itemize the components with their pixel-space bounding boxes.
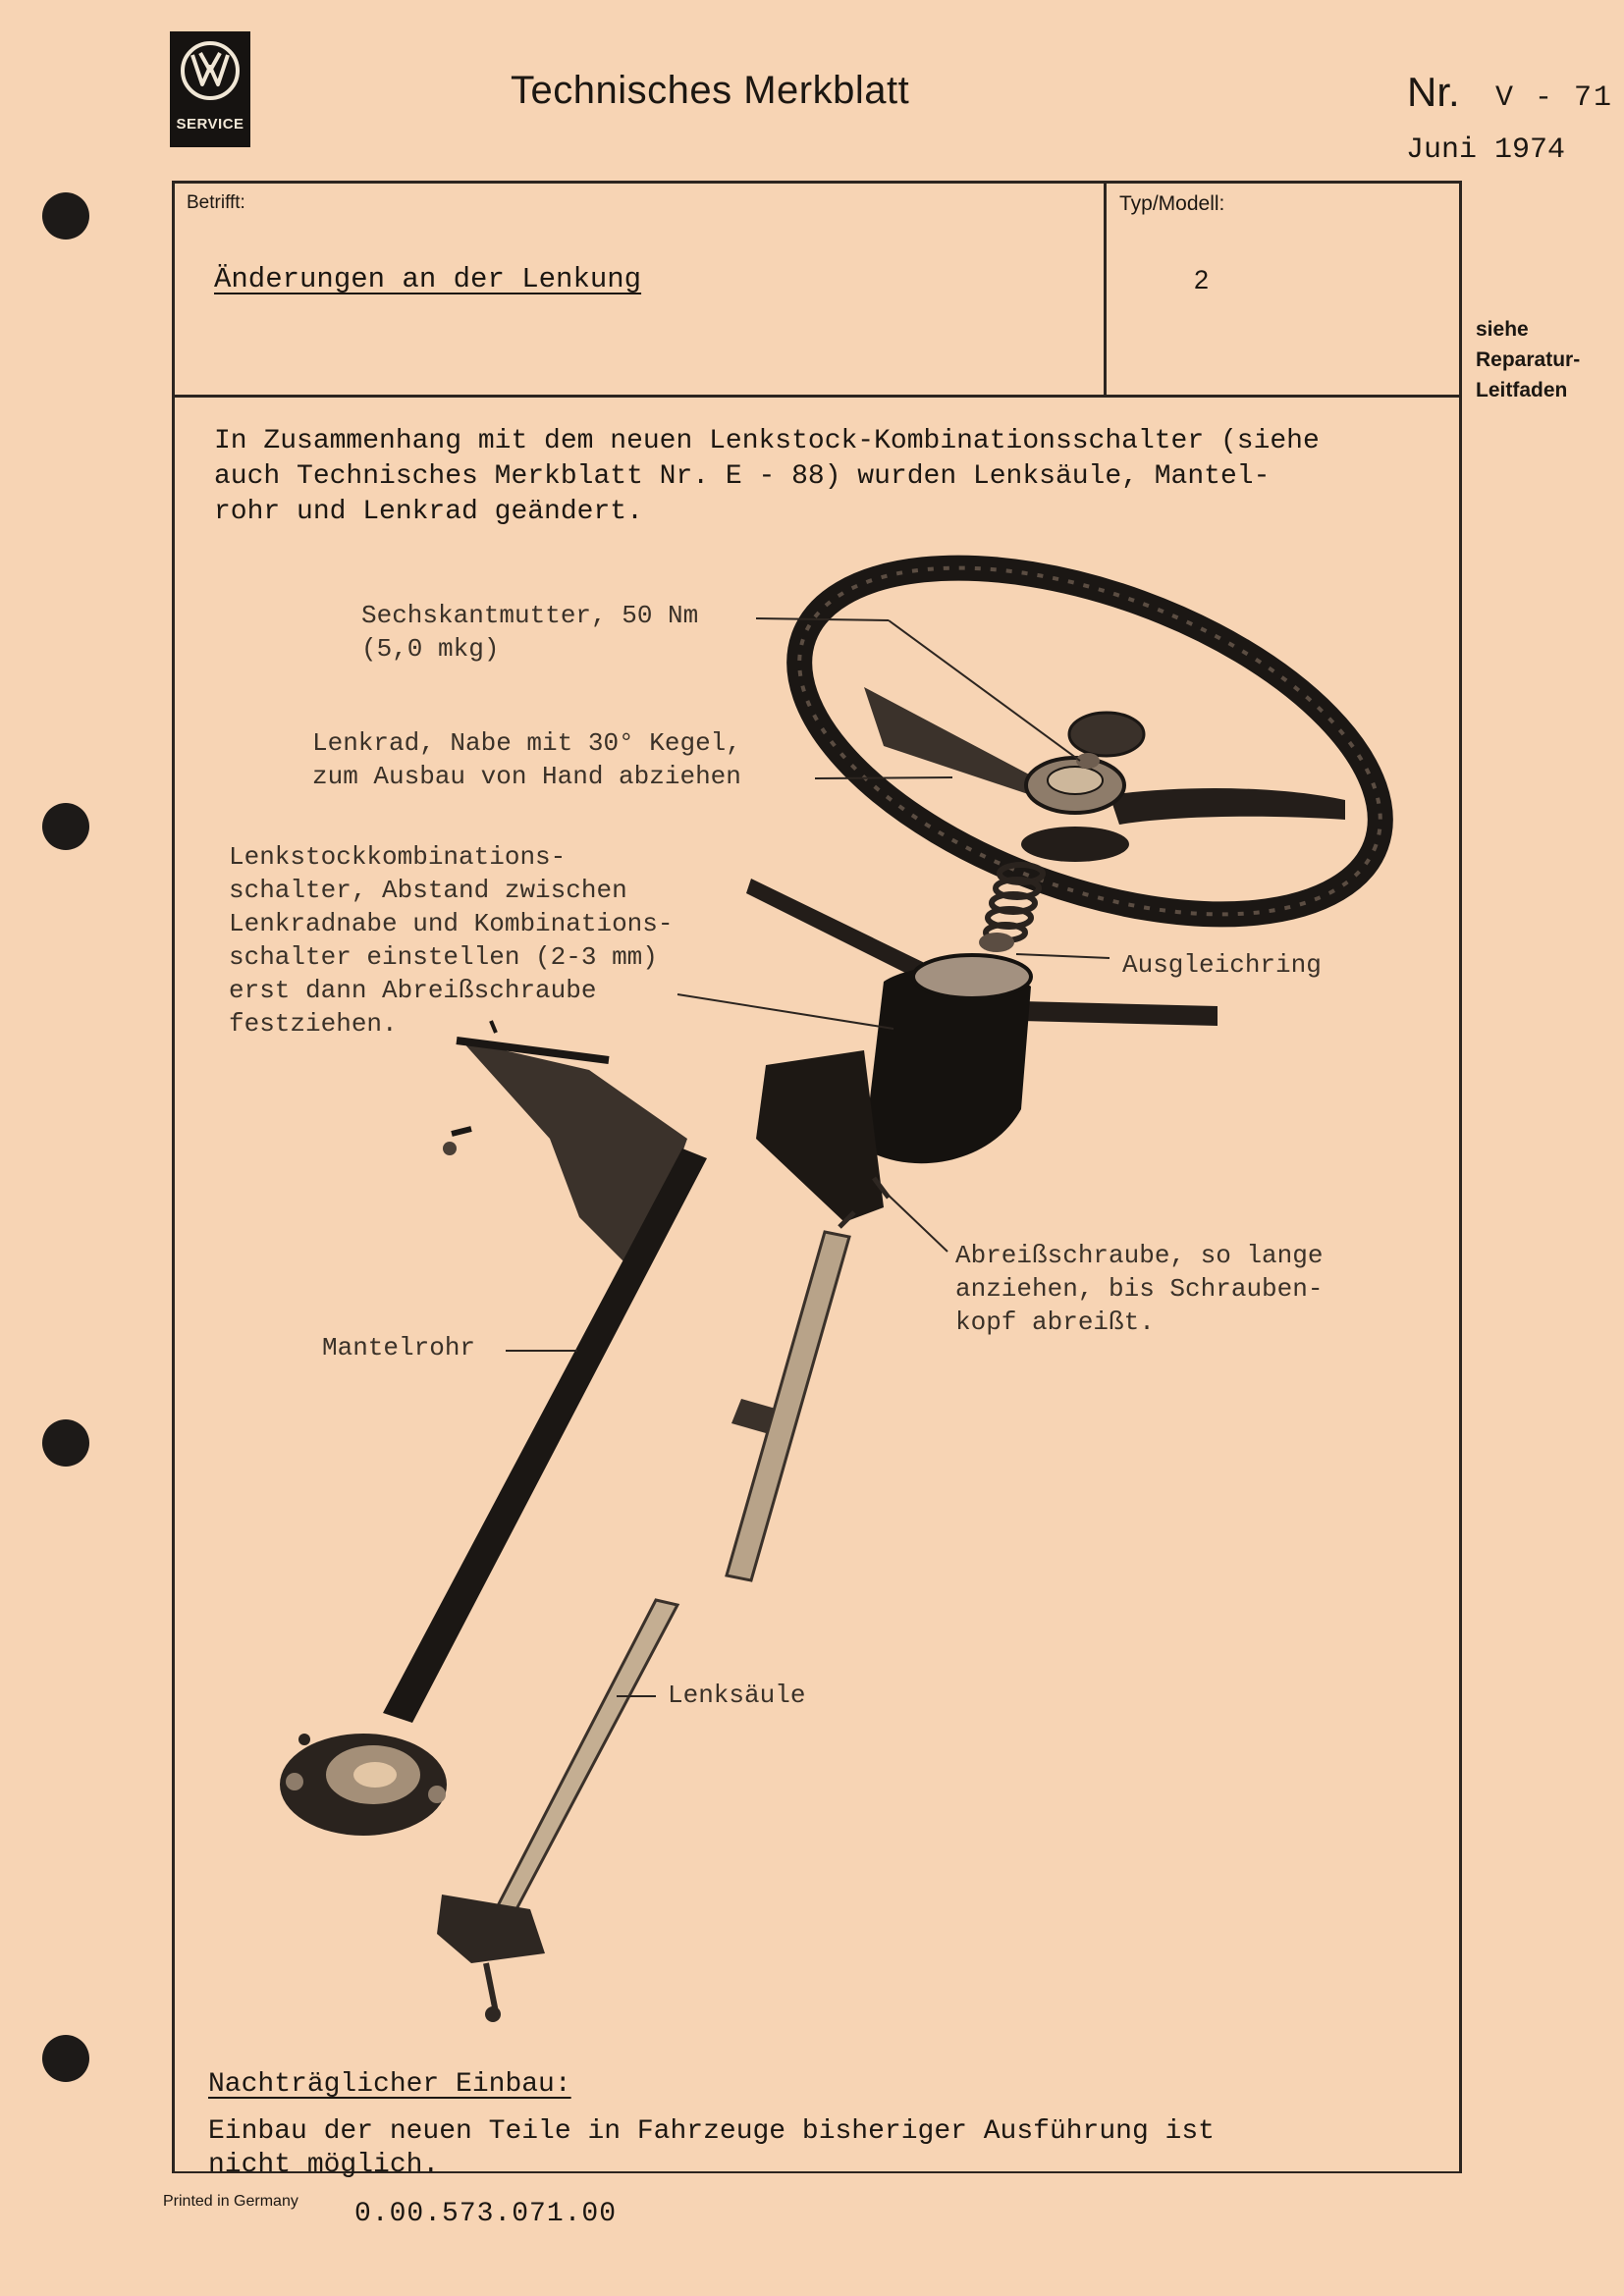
- steering-column-icon: [437, 1178, 889, 2022]
- intro-paragraph: In Zusammenhang mit dem neuen Lenkstock-Kombinationsschalter (siehe auch Technisches Merkblatt Nr. E - 88) wurden Lenksäule, Mantel- rohr und Lenkrad geändert.: [214, 426, 1320, 527]
- printed-in-note: Printed in Germany: [163, 2193, 298, 2210]
- label-combination-switch: Lenkstockkombinations- schalter, Abstand zwischen Lenkradnabe und Kombinations- schalter einstellen (2-3 mm) erst dann Abreißschraube festziehen.: [229, 842, 674, 1039]
- number-value: V - 71: [1495, 81, 1614, 115]
- section-body: Einbau der neuen Teile in Fahrzeuge bisheriger Ausführung ist nicht möglich.: [208, 2116, 1215, 2180]
- side-note: siehe Reparatur- Leitfaden: [1476, 318, 1581, 401]
- combination-switch-icon: [746, 879, 1218, 1222]
- part-number: 0.00.573.071.00: [354, 2199, 618, 2229]
- type-value: 2: [1194, 265, 1210, 294]
- label-shear-bolt: Abreißschraube, so lange anziehen, bis Schrauben- kopf abreißt.: [955, 1241, 1324, 1337]
- logo-text: SERVICE: [176, 116, 244, 133]
- label-compensating-ring: Ausgleichring: [1122, 950, 1322, 980]
- label-hex-nut: Sechskantmutter, 50 Nm (5,0 mkg): [361, 601, 699, 664]
- compensating-ring-icon: [979, 933, 1014, 952]
- document-date: Juni 1974: [1406, 133, 1566, 167]
- subject-label: Betrifft:: [187, 192, 245, 213]
- label-steering-wheel: Lenkrad, Nabe mit 30° Kegel, zum Ausbau von Hand abziehen: [312, 728, 741, 791]
- horn-cap-icon: [1069, 713, 1144, 756]
- label-steering-column: Lenksäule: [668, 1681, 806, 1710]
- document-title: Technisches Merkblatt: [511, 69, 910, 112]
- number-label: Nr.: [1407, 69, 1460, 115]
- label-jacket-tube: Mantelrohr: [322, 1333, 476, 1362]
- type-label: Typ/Modell:: [1119, 192, 1225, 215]
- subject-value: Änderungen an der Lenkung: [214, 263, 642, 295]
- mounting-flange-icon: [280, 1734, 447, 1836]
- section-heading: Nachträglicher Einbau:: [208, 2069, 571, 2100]
